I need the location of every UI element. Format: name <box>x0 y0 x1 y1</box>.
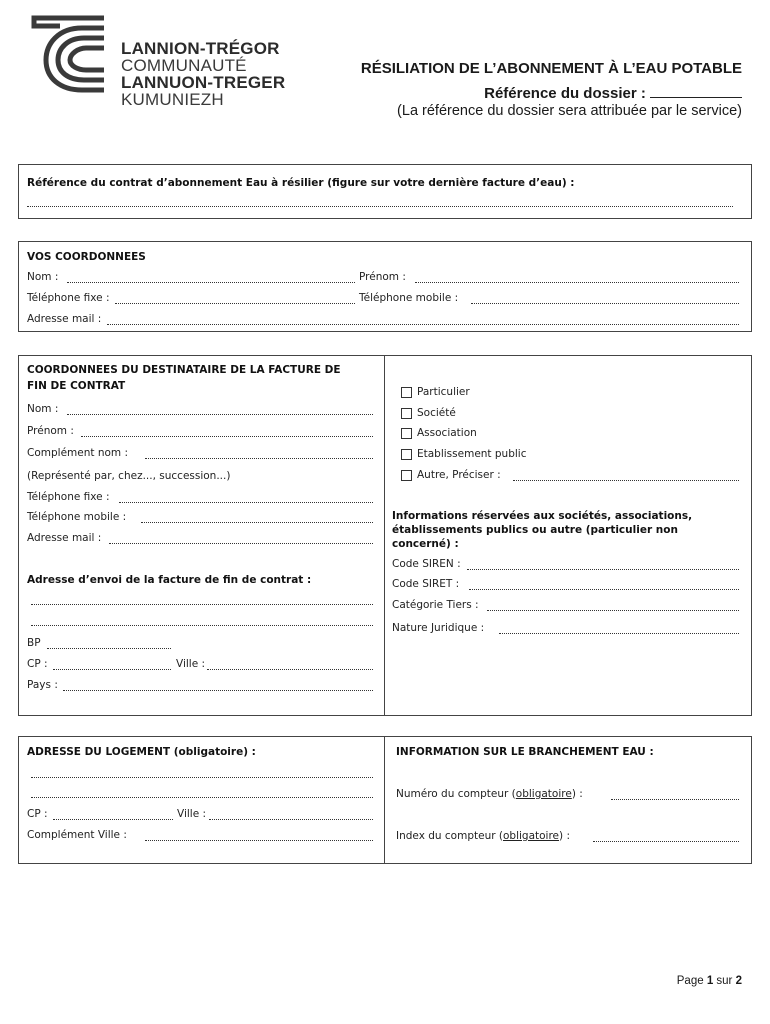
tel-fixe-label: Téléphone fixe : <box>27 292 110 304</box>
housing-ville-field[interactable] <box>209 819 373 820</box>
section-divider <box>384 356 385 715</box>
page-label: Page <box>676 975 707 987</box>
company-info-title-1: Informations réservées aux sociétés, associations, <box>392 510 693 522</box>
checkbox-particulier[interactable] <box>401 387 412 398</box>
option-association: Association <box>417 427 477 439</box>
billing-address-line-1[interactable] <box>31 604 373 605</box>
page-number <box>677 975 742 987</box>
recipient-tel-fixe-field[interactable] <box>119 502 373 503</box>
your-details-section <box>18 241 752 332</box>
siret-field[interactable] <box>469 589 739 590</box>
checkbox-autre[interactable] <box>401 470 412 481</box>
housing-ville-label: Ville : <box>177 808 207 820</box>
housing-cp-field[interactable] <box>53 819 173 820</box>
section-divider <box>384 737 385 863</box>
recipient-tel-fixe-label: Téléphone fixe : <box>27 491 110 503</box>
bp-field[interactable] <box>47 648 171 649</box>
tel-mobile-field[interactable] <box>471 303 739 304</box>
housing-complement-field[interactable] <box>145 840 373 841</box>
siret-label: Code SIRET : <box>392 578 460 590</box>
meter-index-required: obligatoire <box>502 830 560 842</box>
page-current: 1 <box>706 975 714 987</box>
recipient-prenom-field[interactable] <box>81 436 373 437</box>
tel-mobile-label: Téléphone mobile : <box>359 292 459 304</box>
logo-line-3: LANNUON-TREGER <box>121 73 286 92</box>
housing-section <box>18 736 752 864</box>
page-sur: sur <box>713 975 736 987</box>
recipient-tel-mobile-field[interactable] <box>141 522 373 523</box>
categorie-label: Catégorie Tiers : <box>392 599 479 611</box>
pays-field[interactable] <box>63 690 373 691</box>
option-etablissement-public: Etablissement public <box>417 448 527 460</box>
meter-number-suffix: ) : <box>571 788 583 800</box>
meter-number-label <box>396 788 583 800</box>
document-title: RÉSILIATION DE L’ABONNEMENT À L’EAU POTABLE <box>360 60 742 77</box>
recipient-prenom-label: Prénom : <box>27 425 74 437</box>
prenom-label: Prénom : <box>359 271 406 283</box>
cp-label: CP : <box>27 658 48 670</box>
checkbox-etablissement-public[interactable] <box>401 449 412 460</box>
contract-reference-field[interactable] <box>27 206 733 207</box>
pays-label: Pays : <box>27 679 58 691</box>
logo-line-4: KUMUNIEZH <box>121 90 224 109</box>
meter-number-field[interactable] <box>611 799 739 800</box>
ville-field[interactable] <box>207 669 373 670</box>
email-field[interactable] <box>107 324 739 325</box>
tel-fixe-field[interactable] <box>115 303 355 304</box>
bp-label: BP <box>27 637 41 649</box>
recipient-nom-label: Nom : <box>27 403 59 415</box>
billing-address-line-2[interactable] <box>31 625 373 626</box>
cp-field[interactable] <box>53 669 171 670</box>
dossier-reference-blank[interactable] <box>650 85 742 98</box>
branch-title: INFORMATION SUR LE BRANCHEMENT EAU : <box>396 746 654 758</box>
recipient-section <box>18 355 752 716</box>
dossier-reference-note: (La référence du dossier sera attribuée par le service) <box>397 103 742 119</box>
recipient-tel-mobile-label: Téléphone mobile : <box>27 511 127 523</box>
option-societe: Société <box>417 407 456 419</box>
recipient-email-field[interactable] <box>109 543 373 544</box>
housing-address-line-2[interactable] <box>31 797 373 798</box>
option-particulier: Particulier <box>417 386 470 398</box>
recipient-nom-field[interactable] <box>67 414 373 415</box>
email-label: Adresse mail : <box>27 313 102 325</box>
page-total: 2 <box>735 975 742 987</box>
recipient-title-2: FIN DE CONTRAT <box>27 380 126 392</box>
housing-complement-label: Complément Ville : <box>27 829 127 841</box>
logo-text <box>121 40 285 108</box>
recipient-represented-note: (Représenté par, chez..., succession...) <box>27 470 231 482</box>
billing-address-title: Adresse d’envoi de la facture de fin de contrat : <box>27 574 312 586</box>
meter-number-text: Numéro du compteur ( <box>396 788 516 800</box>
logo-line-2: COMMUNAUTÉ <box>121 56 247 75</box>
dossier-reference-label <box>484 85 742 102</box>
meter-index-label <box>396 830 570 842</box>
categorie-field[interactable] <box>487 610 739 611</box>
dossier-reference-text: Référence du dossier : <box>484 85 646 102</box>
meter-index-suffix: ) : <box>559 830 570 842</box>
recipient-email-label: Adresse mail : <box>27 532 102 544</box>
housing-address-line-1[interactable] <box>31 777 373 778</box>
logo-mark <box>26 14 110 94</box>
recipient-complement-field[interactable] <box>145 458 373 459</box>
housing-title: ADRESSE DU LOGEMENT (obligatoire) : <box>27 746 256 758</box>
company-info-title-2: établissements publics ou autre (particulier non <box>392 524 678 536</box>
company-info-title-3: concerné) : <box>392 538 459 550</box>
autre-field[interactable] <box>513 480 739 481</box>
siren-field[interactable] <box>467 569 739 570</box>
siren-label: Code SIREN : <box>392 558 461 570</box>
nature-field[interactable] <box>499 633 739 634</box>
contract-reference-section <box>18 164 752 219</box>
prenom-field[interactable] <box>415 282 739 283</box>
recipient-title-1: COORDONNEES DU DESTINATAIRE DE LA FACTURE DE <box>27 364 341 376</box>
meter-index-field[interactable] <box>593 841 739 842</box>
nature-label: Nature Juridique : <box>392 622 485 634</box>
your-details-title: VOS COORDONNEES <box>27 251 146 263</box>
meter-index-text: Index du compteur ( <box>396 830 503 842</box>
nom-field[interactable] <box>67 282 355 283</box>
option-autre: Autre, Préciser : <box>417 469 501 481</box>
checkbox-societe[interactable] <box>401 408 412 419</box>
housing-cp-label: CP : <box>27 808 48 820</box>
logo-line-1: LANNION-TRÉGOR <box>121 39 280 58</box>
contract-reference-label: Référence du contrat d’abonnement Eau à résilier (figure sur votre dernière facture d’eau) : <box>27 177 575 189</box>
nom-label: Nom : <box>27 271 59 283</box>
meter-number-required: obligatoire <box>515 788 572 800</box>
checkbox-association[interactable] <box>401 428 412 439</box>
ville-label: Ville : <box>176 658 206 670</box>
recipient-complement-label: Complément nom : <box>27 447 129 459</box>
